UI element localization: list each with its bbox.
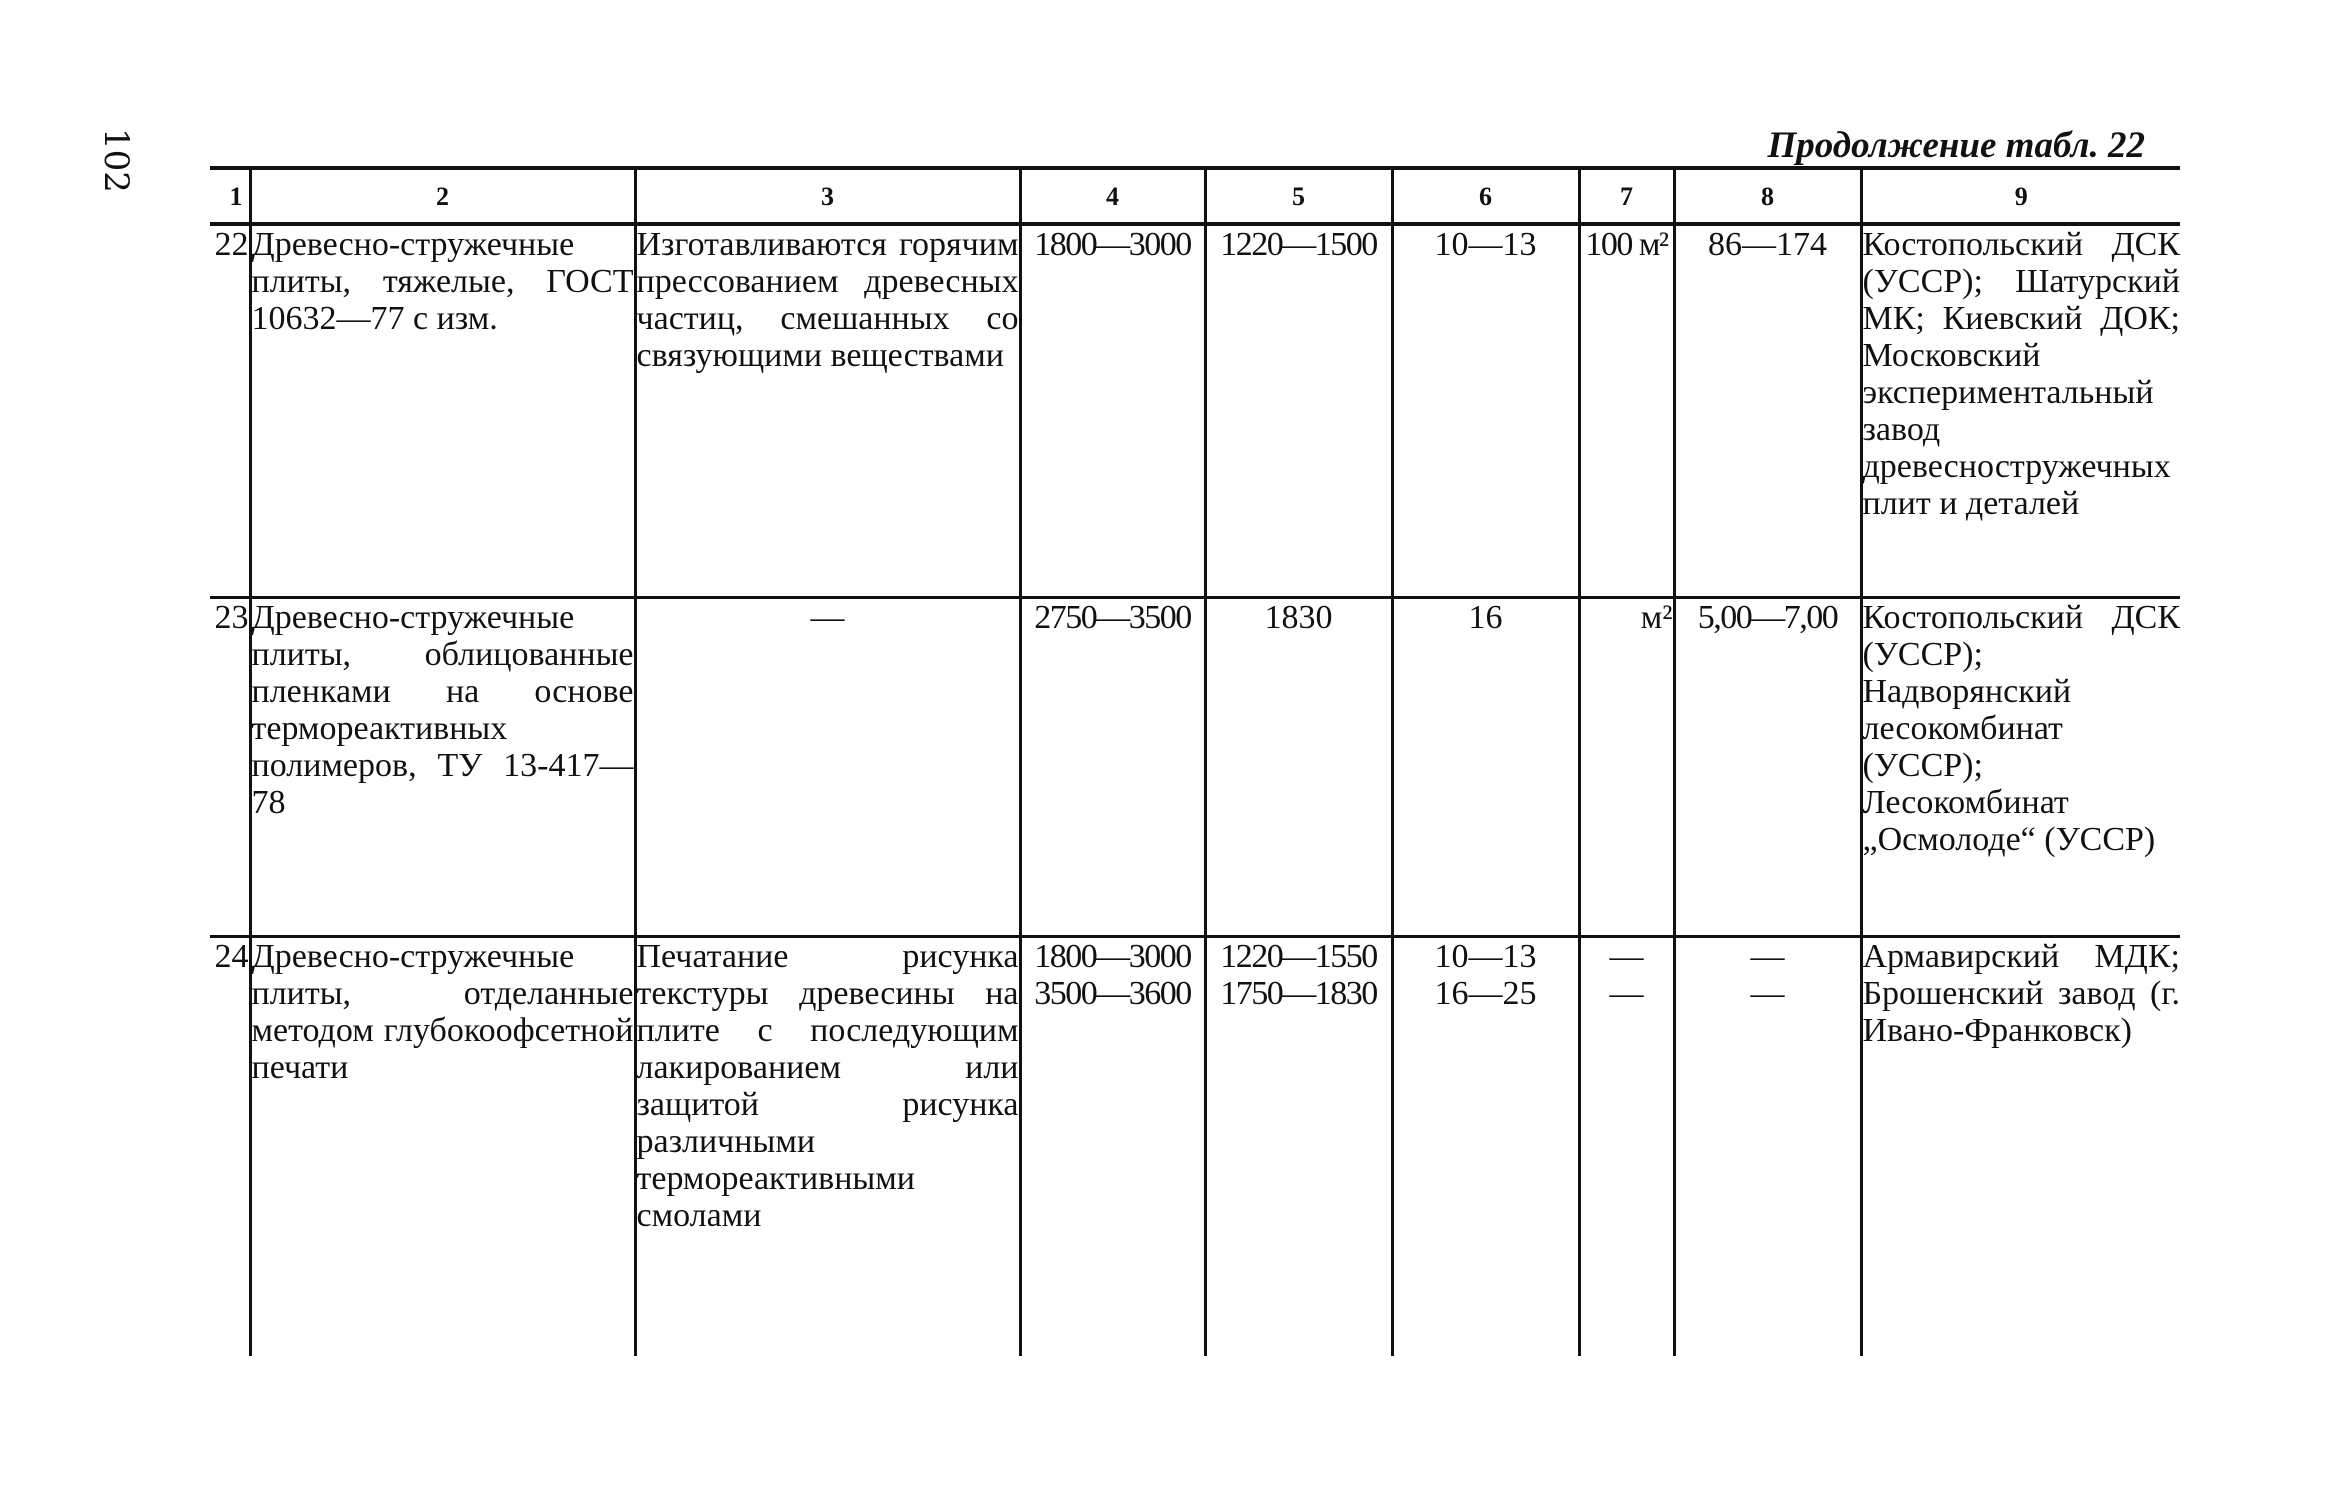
thickness-range: 16 bbox=[1392, 598, 1579, 937]
production-method: Печатание рисунка текстуры древесины на плите с последующим лакированием или защитой рисунка различными термореактивными смолами bbox=[635, 937, 1020, 1357]
width-range: 1220—1500 bbox=[1205, 224, 1392, 598]
column-header-6: 6 bbox=[1392, 168, 1579, 224]
manufacturer: Костопольский ДСК (УССР); Шатурский МК; Киевский ДОК; Московский экспериментальный завод древесностружечных плит и деталей bbox=[1861, 224, 2180, 598]
production-method: — bbox=[635, 598, 1020, 937]
product-name: Древесно-стружечные плиты, облицованные пленками на основе термореактивных полимеров, ТУ 13-417—78 bbox=[250, 598, 635, 937]
column-header-7: 7 bbox=[1579, 168, 1674, 224]
table-continuation-caption: Продолжение табл. 22 bbox=[1767, 125, 2145, 166]
unit-of-measure: 100 м² bbox=[1579, 224, 1674, 598]
width-range: 1220—1550 1750—1830 bbox=[1205, 937, 1392, 1357]
page-number: 102 bbox=[96, 128, 136, 193]
column-header-4: 4 bbox=[1020, 168, 1205, 224]
column-header-2: 2 bbox=[250, 168, 635, 224]
thickness-range: 10—13 16—25 bbox=[1392, 937, 1579, 1357]
column-header-9: 9 bbox=[1861, 168, 2180, 224]
production-method: Изготавливаются горячим прессованием древесных частиц, смешанных со связующими веществами bbox=[635, 224, 1020, 598]
price-range: 5,00—7,00 bbox=[1674, 598, 1861, 937]
length-range: 1800—3000 bbox=[1020, 224, 1205, 598]
length-range: 2750—3500 bbox=[1020, 598, 1205, 937]
table-row-23 bbox=[210, 598, 2180, 937]
table-row-22 bbox=[210, 224, 2180, 598]
column-header-1: 1 bbox=[210, 168, 250, 224]
product-name: Древесно-стружечные плиты, тяжелые, ГОСТ 10632—77 с изм. bbox=[250, 224, 635, 598]
unit-of-measure: м² bbox=[1579, 598, 1674, 937]
row-number: 24 bbox=[210, 937, 250, 1357]
row-number: 22 bbox=[210, 224, 250, 598]
price-range: 86—174 bbox=[1674, 224, 1861, 598]
materials-table bbox=[210, 166, 2180, 1356]
column-number-row bbox=[210, 168, 2180, 224]
product-name: Древесно-стружечные плиты, отделанные методом глубокоофсетной печати bbox=[250, 937, 635, 1357]
thickness-range: 10—13 bbox=[1392, 224, 1579, 598]
column-header-5: 5 bbox=[1205, 168, 1392, 224]
manufacturer: Армавирский МДК; Брошенский завод (г. Ивано-Франковск) bbox=[1861, 937, 2180, 1357]
column-header-3: 3 bbox=[635, 168, 1020, 224]
length-range: 1800—3000 3500—3600 bbox=[1020, 937, 1205, 1357]
width-range: 1830 bbox=[1205, 598, 1392, 937]
table-row-24 bbox=[210, 937, 2180, 1357]
manufacturer: Костопольский ДСК (УССР); Надворянский лесокомбинат (УССР); Лесокомбинат „Осмолоде“ (УССР) bbox=[1861, 598, 2180, 937]
column-header-8: 8 bbox=[1674, 168, 1861, 224]
unit-of-measure: — — bbox=[1579, 937, 1674, 1357]
price-range: — — bbox=[1674, 937, 1861, 1357]
row-number: 23 bbox=[210, 598, 250, 937]
